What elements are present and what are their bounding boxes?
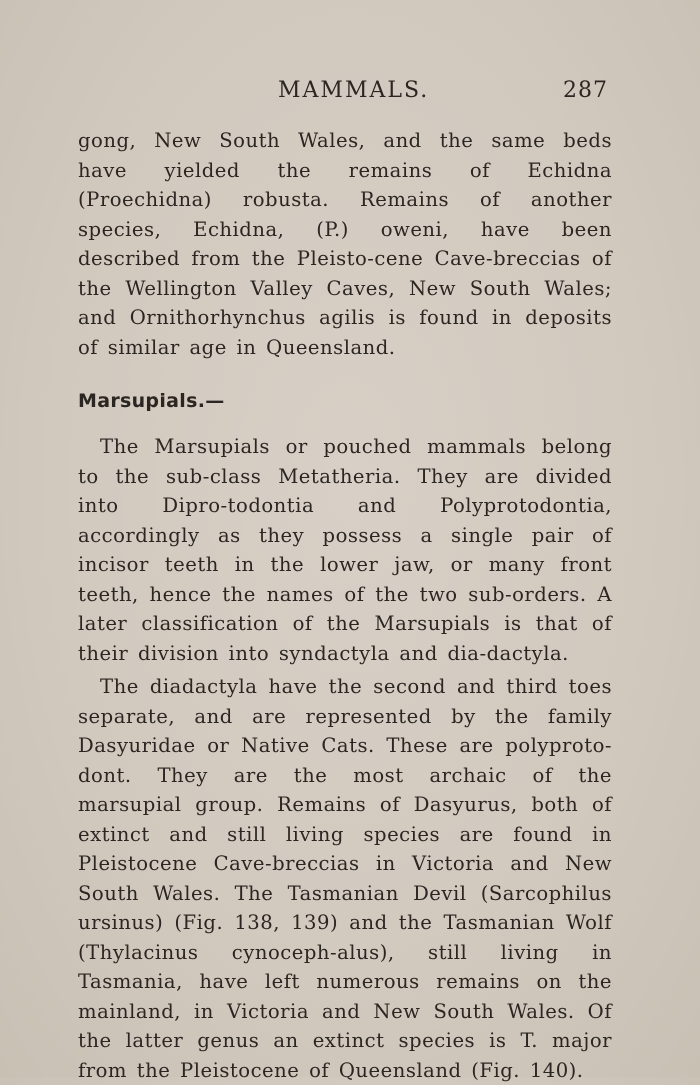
paragraph-diadactyla: The diadactyla have the second and third toes separate, and are represented by the family Dasyuridae or Native Cats. These are polyproto-dont. They are the most archaic of the marsupial group. Remains of Dasyurus, both of extinct and still living species are found in Pleistocene Cave-breccias in Victoria and New South Wales. The Tasmanian Devil (Sarcophilus ursinus) (Fig. 138, 139) and the Tasmanian Wolf (Thylacinus cynoceph-alus), still living in Tasmania, have left numerous remains on the mainland, in Victoria and New South Wales. Of the latter genus an extinct species is T. major from the Pleistocene of Queensland (Fig. 140). [78,675,612,1082]
chapter-title: MAMMALS. [278,78,430,103]
page-number: 287 [563,78,608,103]
section-heading-marsupials: Marsupials.— [78,390,225,412]
book-page [78,72,612,1085]
running-head [78,72,612,112]
paragraph-echidna: gong, New South Wales, and the same beds have yielded the remains of Echidna (Proechidna) robusta. Remains of another species, Echidna, (P.) oweni, have been described from the Pleisto-cene Cave-breccias of the Wellington Valley Caves, New South Wales; and Ornithorhynchus agilis is found in deposits of similar age in Queensland. [78,129,612,359]
paragraph-marsupials: The Marsupials or pouched mammals belong to the sub-class Metatheria. They are divided into Dipro-todontia and Polyprotodontia, accordingly as they possess a single pair of incisor teeth in the lower jaw, or many front teeth, hence the names of the two sub-orders. A later classification of the Marsupials is that of their division into syndactyla and dia-dactyla. [78,435,612,665]
